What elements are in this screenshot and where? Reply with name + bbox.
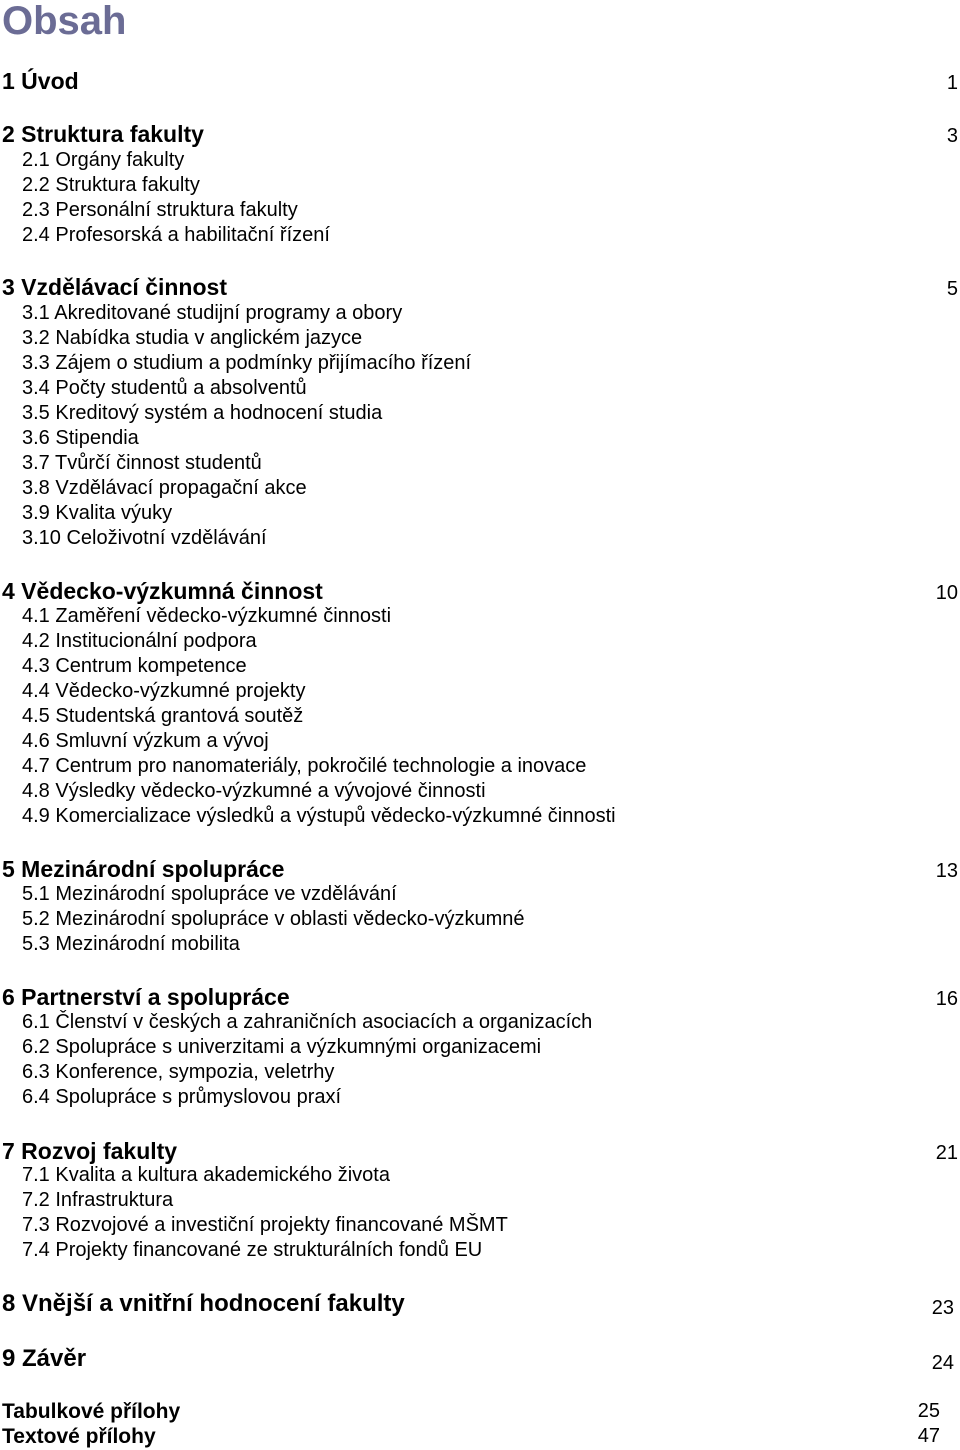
toc-section-2-4[interactable] (0, 223, 958, 248)
toc-section-5-3[interactable] (0, 932, 958, 957)
section-title: 3.1 Akreditované studijní programy a obory (22, 302, 403, 324)
toc-section-4-2[interactable] (0, 629, 958, 654)
section-title: 3.5 Kreditový systém a hodnocení studia (22, 402, 383, 424)
page-number: 3 (946, 125, 958, 147)
section-title: 4.4 Vědecko-výzkumné projekty (22, 680, 306, 702)
page-title: Obsah (2, 0, 127, 43)
toc-appendix-tables[interactable] (0, 1399, 958, 1424)
toc-section-3-9[interactable] (0, 501, 958, 526)
toc-section-3-5[interactable] (0, 401, 958, 426)
section-title: 4.3 Centrum kompetence (22, 655, 247, 677)
section-title: 3.10 Celoživotní vzdělávání (22, 527, 267, 549)
page-number: 1 (946, 72, 958, 94)
toc-chapter-7[interactable] (0, 1137, 958, 1165)
toc-section-3-8[interactable] (0, 476, 958, 501)
section-title: 3.9 Kvalita výuky (22, 502, 173, 524)
section-title: 6.2 Spolupráce s univerzitami a výzkumnými organizacemi (22, 1036, 542, 1058)
section-title: 5.3 Mezinárodní mobilita (22, 933, 240, 955)
toc-section-3-1[interactable] (0, 301, 958, 326)
toc-section-3-2[interactable] (0, 326, 958, 351)
section-title: 3.3 Zájem o studium a podmínky přijímacího řízení (22, 352, 472, 374)
toc-chapter-8[interactable] (0, 1289, 958, 1319)
toc-chapter-4[interactable] (0, 577, 958, 605)
section-title: 6.3 Konference, sympozia, veletrhy (22, 1061, 335, 1083)
toc-section-3-10[interactable] (0, 526, 958, 551)
page-number: 23 (931, 1297, 954, 1319)
section-title: 3.4 Počty studentů a absolventů (22, 377, 307, 399)
section-title: 2.3 Personální struktura fakulty (22, 199, 298, 221)
section-title: 4.8 Výsledky vědecko-výzkumné a vývojové činnosti (22, 780, 486, 802)
section-title: 4.5 Studentská grantová soutěž (22, 705, 304, 727)
toc-section-7-3[interactable] (0, 1213, 958, 1238)
page-number: 13 (935, 860, 958, 882)
chapter-title: 3 Vzdělávací činnost (2, 274, 227, 300)
toc-section-2-1[interactable] (0, 148, 958, 173)
appendix-title: Textové přílohy (2, 1425, 156, 1448)
chapter-title: 2 Struktura fakulty (2, 121, 204, 147)
toc-appendix-texts[interactable] (0, 1424, 958, 1449)
section-title: 5.1 Mezinárodní spolupráce ve vzdělávání (22, 883, 397, 905)
section-title: 7.1 Kvalita a kultura akademického života (22, 1164, 390, 1186)
toc-section-6-1[interactable] (0, 1010, 958, 1035)
section-title: 6.1 Členství v českých a zahraničních asociacích a organizacích (22, 1011, 593, 1033)
page-number: 5 (946, 278, 958, 300)
toc-chapter-2[interactable] (0, 120, 958, 148)
section-title: 4.7 Centrum pro nanomateriály, pokročilé technologie a inovace (22, 755, 587, 777)
toc-chapter-1[interactable] (0, 67, 958, 95)
section-title: 4.6 Smluvní výzkum a vývoj (22, 730, 269, 752)
toc-section-7-2[interactable] (0, 1188, 958, 1213)
toc-section-3-6[interactable] (0, 426, 958, 451)
page-number: 16 (935, 988, 958, 1010)
section-title: 3.6 Stipendia (22, 427, 139, 449)
section-title: 2.4 Profesorská a habilitační řízení (22, 224, 330, 246)
toc-section-7-4[interactable] (0, 1238, 958, 1263)
toc-section-3-4[interactable] (0, 376, 958, 401)
section-title: 2.2 Struktura fakulty (22, 174, 200, 196)
section-title: 2.1 Orgány fakulty (22, 149, 185, 171)
chapter-title: 1 Úvod (2, 68, 79, 94)
section-title: 4.1 Zaměření vědecko-výzkumné činnosti (22, 605, 392, 627)
toc-section-7-1[interactable] (0, 1163, 958, 1188)
toc-section-6-2[interactable] (0, 1035, 958, 1060)
toc-section-4-1[interactable] (0, 604, 958, 629)
page-number: 24 (931, 1352, 954, 1374)
section-title: 3.7 Tvůrčí činnost studentů (22, 452, 262, 474)
appendix-title: Tabulkové přílohy (2, 1400, 181, 1423)
page-number: 10 (935, 582, 958, 604)
toc-section-5-1[interactable] (0, 882, 958, 907)
page-number: 47 (917, 1425, 940, 1447)
toc-section-4-5[interactable] (0, 704, 958, 729)
toc-section-4-9[interactable] (0, 804, 958, 829)
chapter-title: 7 Rozvoj fakulty (2, 1138, 178, 1164)
chapter-title: 8 Vnější a vnitřní hodnocení fakulty (2, 1290, 405, 1317)
toc-section-5-2[interactable] (0, 907, 958, 932)
chapter-title: 6 Partnerství a spolupráce (2, 984, 290, 1010)
chapter-title: 9 Závěr (2, 1345, 87, 1372)
chapter-title: 4 Vědecko-výzkumná činnost (2, 578, 323, 604)
section-title: 3.8 Vzdělávací propagační akce (22, 477, 307, 499)
section-title: 3.2 Nabídka studia v anglickém jazyce (22, 327, 363, 349)
toc-section-6-4[interactable] (0, 1085, 958, 1110)
section-title: 7.4 Projekty financované ze strukturálních fondů EU (22, 1239, 483, 1261)
section-title: 7.2 Infrastruktura (22, 1189, 174, 1211)
section-title: 6.4 Spolupráce s průmyslovou praxí (22, 1086, 342, 1108)
toc-chapter-9[interactable] (0, 1344, 958, 1374)
section-title: 5.2 Mezinárodní spolupráce v oblasti vědecko-výzkumné (22, 908, 525, 930)
page-number: 25 (917, 1400, 940, 1422)
toc-section-2-3[interactable] (0, 198, 958, 223)
toc-section-2-2[interactable] (0, 173, 958, 198)
section-title: 4.2 Institucionální podpora (22, 630, 257, 652)
chapter-title: 5 Mezinárodní spolupráce (2, 856, 285, 882)
toc-section-4-8[interactable] (0, 779, 958, 804)
section-title: 4.9 Komercializace výsledků a výstupů vědecko-výzkumné činnosti (22, 805, 616, 827)
toc-section-6-3[interactable] (0, 1060, 958, 1085)
toc-section-4-7[interactable] (0, 754, 958, 779)
section-title: 7.3 Rozvojové a investiční projekty financované MŠMT (22, 1214, 508, 1236)
toc-section-4-6[interactable] (0, 729, 958, 754)
toc-section-4-3[interactable] (0, 654, 958, 679)
page-number: 21 (935, 1142, 958, 1164)
toc-section-4-4[interactable] (0, 679, 958, 704)
toc-chapter-3[interactable] (0, 273, 958, 301)
toc-section-3-7[interactable] (0, 451, 958, 476)
toc-chapter-6[interactable] (0, 983, 958, 1011)
toc-chapter-5[interactable] (0, 855, 958, 883)
toc-section-3-3[interactable] (0, 351, 958, 376)
